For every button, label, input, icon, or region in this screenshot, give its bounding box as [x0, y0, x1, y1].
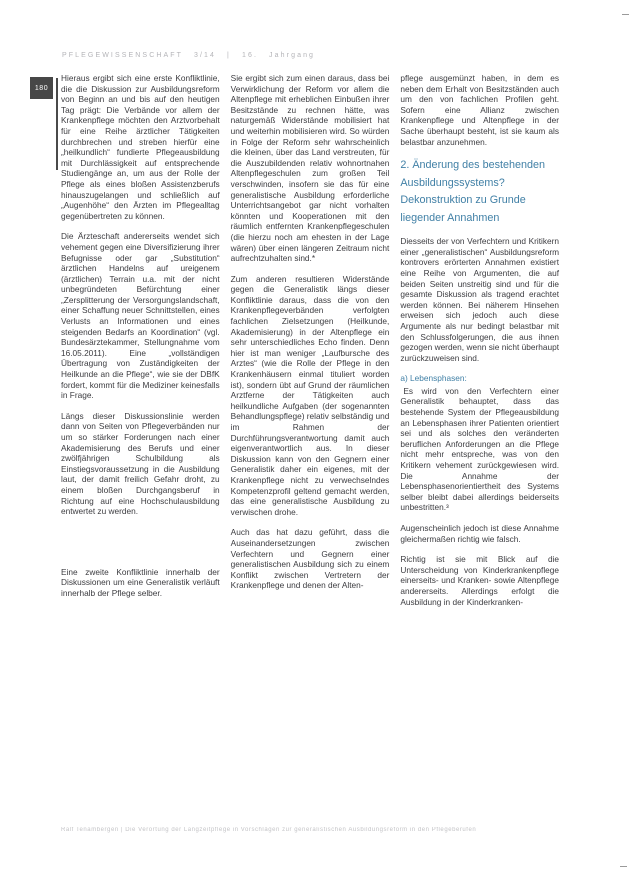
paragraph-lebensphasen: Es wird von den Verfechtern einer Generalistik behauptet, dass das bestehende System der Pflegeausbildung an Lebensphasen ihrer Patienten orientiert sei und als solches den veränderten beruflichen Anforderungen an die Pflege nicht mehr entspreche, was von den Kritikern vehement zurückgewiesen wird. Die Annahme der Lebensphasenorientiertheit des Systems selber bleibt dabei allerdings beiderseits unbestritten.³ [400, 385, 560, 513]
paragraph-second-conflict-line: Eine zweite Konfliktlinie innerhalb der Diskussionen um eine Generalistik verläuft innerhalb der Pflege selber. [61, 566, 220, 598]
paragraph-aerzteschaft: Die Ärzteschaft andererseits wendet sich vehement gegen eine Diversifizierung ihrer Befugnisse oder gar „Substitution“ ärztlichen Handelns auf ureigenem (ärztlichen) Terrain u.a. mit der nicht unbegründeten Befürchtung einer „Zersplitterung der Versorgungslandschaft, einer Schaffung neuer Schnittstellen, eines Verlusts an Informationen und eines steigenden Bedarfs an Koordination“ (vgl. Bundesärztekammer, Stellungnahme vom 16.05.2011). Eine „vollständigen Übertragung von Zuständigkeiten der Heilkunde an die Pflege“, wie sie der DBfK fordert, kommt für die Mediziner keinesfalls in Frage. [61, 231, 220, 401]
page-number: 180 [34, 84, 49, 92]
section-heading: 2. Änderung des bestehenden Ausbildungssystems? Dekonstruktion zu Grunde liegender Annahmen [400, 159, 546, 224]
subsection-heading-lebensphasen: a) Lebensphasen: [400, 373, 467, 384]
page-number-badge [30, 77, 53, 99]
article-start-rule [56, 78, 58, 170]
paragraph-annahmen: Diesseits der von Verfechtern und Kritikern einer „generalistischen“ Ausbildungsreform kontrovers erörterten Annahmen existiert eine Reihe von Argumenten, die auf beiden Seiten unstreitig sind und für die gesamte Diskussion als tragend erachtet werden können. Bei näherem Hinsehen erweisen sich jedoch auch diese Argumente als nur bedingt belastbar mit den Schlussfolgerungen, die aus ihnen gezogen werden, wenn sie nicht überhaupt zurückzuweisen sind. [400, 236, 560, 363]
crop-mark-bottom [620, 866, 627, 867]
paragraph-auseinandersetzungen: Auch das hat dazu geführt, dass die Auseinandersetzungen zwischen Verfechtern und Gegnern einer generalistischen Ausbildung sich zu einem Konflikt zwischen Vertretern der Krankenpflege und denen der Alten- [230, 527, 390, 591]
column-left [61, 73, 220, 617]
paragraph-kinderkrankenpflege: Richtig ist sie mit Blick auf die Unterscheidung von Kinderkrankenpflege einerseits- und Kranken- sowie Altenpflege andererseits. Allerdings erfolgt die Ausbildung in der Kinderkranken- [400, 554, 560, 607]
paragraph-akademisierung: Längs dieser Diskussionslinie werden dann von Seiten von Pflegeverbänden nur um so stärker Forderungen nach einer Akademisierung des Berufs und einer zwölfjährigen Schulbildung als Einstiegsvoraussetzung in die Ausbildung laut, der damit freilich Gefahr droht, zu einem bloßen Durchgangsberuf in Richtung auf eine Hochschulausbildung entwertet zu werden. [61, 410, 220, 517]
journal-header: PFLEGEWISSENSCHAFT 3/14 | 16. Jahrgang [62, 52, 316, 59]
article-footer: Ralf Tenambergen | Die Verortung der Langzeitpflege in Vorschlägen zur generalistischen Ausbildungsreform in den Pflegeberufen [61, 827, 477, 833]
text-columns [61, 73, 559, 617]
column-right [400, 73, 559, 617]
crop-mark-top [622, 14, 629, 15]
paragraph-allianz: pflege ausgemünzt haben, in dem es neben dem Erhalt von Besitzständen auch um den von fachlichen Profilen geht. Sofern eine Allianz zwischen Krankenpflege und Altenpflege in der Sache überhaupt besteht, ist sie kaum als belastbar anzunehmen. [400, 73, 560, 147]
paragraph-conflict-line-1: Hieraus ergibt sich eine erste Konfliktlinie, die die Diskussion zur Ausbildungsreform von Beginn an und bis auf den heutigen Tag prägt: Die Verbände vor allem der Krankenpflege möchten den Arztvorbehalt für eine Reihe ärztlicher Tätigkeiten durchbrechen und streben hierfür eine „heilkundlich“ fundierte Pflegeausbildung mit Durchlässigkeit auf entsprechende Studiengänge an, um aus der Rolle der Pflege als eines bloßen Assistenzberufs hinauszugelangen und schließlich auf „Augenhöhe“ den Ärzten im Pflegealltag gegenübertreten zu können. [61, 73, 220, 221]
paragraph-altenpflege-besitzstaende: Sie ergibt sich zum einen daraus, dass bei Verwirklichung der Reform vor allem die Altenpflege mit erheblichen Einbußen ihrer Besitzstände zu rechnen hätte, was naturgemäß Widerstände mobilisiert hat und weiterhin mobilisieren wird. So würden in Folge der Reform sehr wahrscheinlich die kleinen, über das Land verstreuten, für die Auszubildenden relativ wohnortnahen Altenpflegeschulen zum großen Teil verschwinden, insofern sie das für eine generalistische Ausbildung erforderliche Unterrichtsangebot gar nicht vorhalten könnten und Kooperationen mit den räumlich entfernten Krankenpflegeschulen (die hierzu noch am ehesten in der Lage wären) über einen längeren Zeitraum nicht aufrechtzuhalten sind.* [230, 73, 390, 264]
paragraph-widerstaende-generalistik: Zum anderen resultieren Widerstände gegen die Generalistik längs dieser Konfliktlinie daraus, dass die von den Krankenpflegeverbänden verfolgten fachlichen Zielsetzungen (Heilkunde, Akademisierung) in der Altenpflege ein sehr unterschiedliches Echo finden. Denn hier ist man weniger „Laufbursche des Arztes“ (wie die Rolle der Pflege in den Krankenhäusern einmal tituliert worden ist), sondern übt auf Grund der räumlichen Arztferne der Tätigkeiten auch heilkundliche Aufgaben (der sogenannten Behandlungspflege) relativ selbständig und im Rahmen der Durchführungsverantwortung damit auch eigenverantwortlich aus. In dieser Diskussion kann von den Gegnern einer Generalistik daher ein eigenes, mit der Krankenpflege nicht zu verwechselndes Kompetenzprofil geltend gemacht werden, das eine generalistische Ausbildung zu verwischen drohe. [230, 273, 390, 517]
column-middle [231, 73, 390, 617]
paragraph-richtig-falsch: Augenscheinlich jedoch ist diese Annahme gleichermaßen richtig wie falsch. [400, 523, 560, 544]
